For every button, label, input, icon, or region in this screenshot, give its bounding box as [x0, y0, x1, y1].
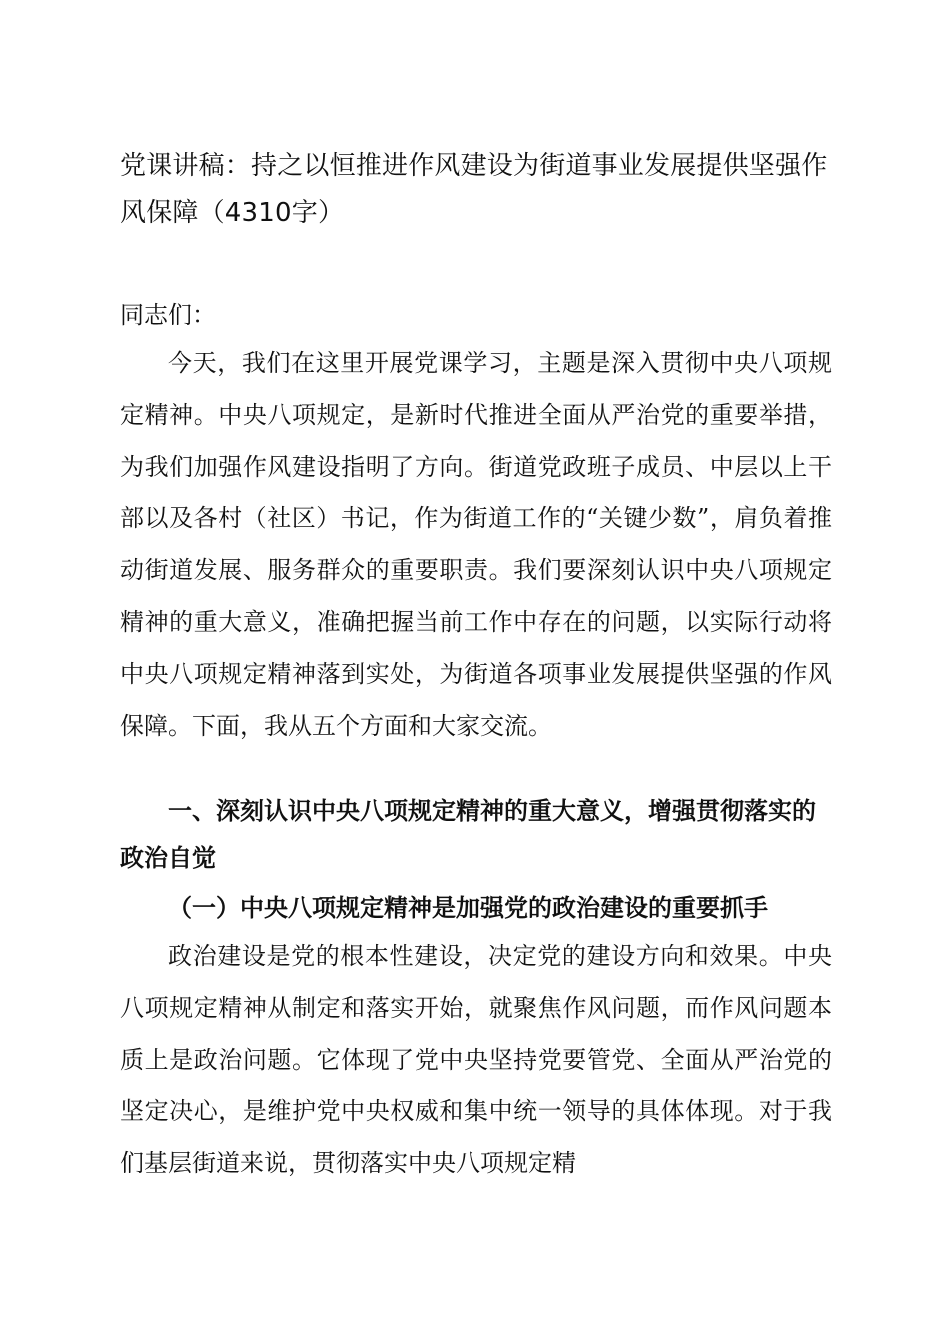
- paragraph-political-construction: 政治建设是党的根本性建设，决定党的建设方向和效果。中央八项规定精神从制定和落实开始，就聚焦作风问题，而作风问题本质上是政治问题。它体现了党中央坚持党要管党、全面从严治党的坚定决心，是维护党中央权威和集中统一领导的具体体现。对于我们基层街道来说，贯彻落实中央八项规定精: [120, 942, 832, 1178]
- paragraph-intro: 今天，我们在这里开展党课学习，主题是深入贯彻中央八项规定精神。中央八项规定，是新时代推进全面从严治党的重要举措，为我们加强作风建设指明了方向。街道党政班子成员、中层以上干部以及各村（社区）书记，作为街道工作的“关键少数”，肩负着推动街道发展、服务群众的重要职责。我们要深刻认识中央八项规定精神的重大意义，准确把握当前工作中存在的问题，以实际行动将中央八项规定精神落到实处，为街道各项事业发展提供坚强的作风保障。下面，我从五个方面和大家交流。: [120, 349, 832, 740]
- section-heading-1: 一、深刻认识中央八项规定精神的重大意义，增强贯彻落实的政治自觉: [120, 797, 816, 872]
- document-title: 党课讲稿：持之以恒推进作风建设为街道事业发展提供坚强作风保障（4310字）: [120, 151, 828, 228]
- subsection-heading-1-1: （一）中央八项规定精神是加强党的政治建设的重要抓手: [168, 894, 768, 922]
- salutation: 同志们：: [120, 301, 216, 329]
